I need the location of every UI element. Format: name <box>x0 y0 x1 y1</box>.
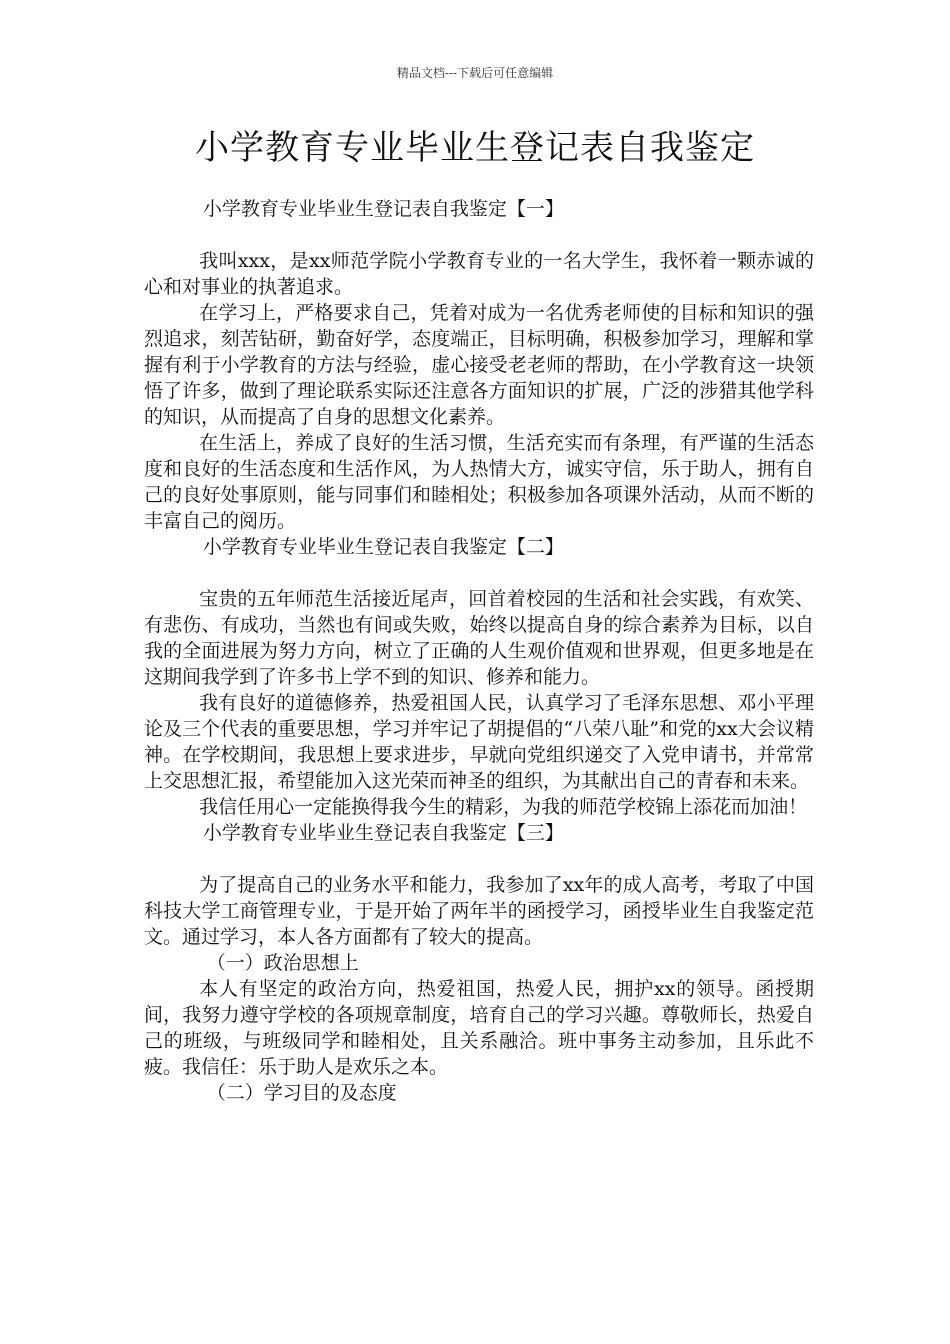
section-2-paragraph-2: 我有良好的道德修养，热爱祖国人民，认真学习了毛泽东思想、邓小平理论及三个代表的重要思想，学习并牢记了胡提倡的“八荣八耻”和党的xx大会议精神。在学校期间，我思想上要求进步，早就向党组织递交了入党申请书，并常常上交思想汇报，希望能加入这光荣而神圣的组织，为其献出自己的青春和未来。 <box>144 692 814 792</box>
document-body <box>144 196 814 1106</box>
section-3-heading: 小学教育专业毕业生登记表自我鉴定【三】 <box>202 822 564 844</box>
section-1-heading: 小学教育专业毕业生登记表自我鉴定【一】 <box>202 198 564 220</box>
document-title: 小学教育专业毕业生登记表自我鉴定 <box>195 128 755 168</box>
section-2-paragraph-1: 宝贵的五年师范生活接近尾声，回首着校园的生活和社会实践，有欢笑、有悲伤、有成功，当然也有间或失败，始终以提高自身的综合素养为目标，以自我的全面进展为努力方向，树立了正确的人生观价值观和世界观，但更多地是在这期间我学到了许多书上学不到的知识、修养和能力。 <box>144 588 814 688</box>
header-note: 精品文档---下载后可任意编辑 <box>396 66 554 80</box>
section-3-subheading-1: （一）政治思想上 <box>206 952 359 974</box>
section-3-subheading-2: （二）学习目的及态度 <box>206 1082 397 1104</box>
section-1-paragraph-1: 我叫xxx，是xx师范学院小学教育专业的一名大学生，我怀着一颗赤诚的心和对事业的执著追求。 <box>144 250 814 298</box>
section-3-paragraph-1: 为了提高自己的业务水平和能力，我参加了xx年的成人高考，考取了中国科技大学工商管理专业，于是开始了两年半的函授学习，函授毕业生自我鉴定范文。通过学习，本人各方面都有了较大的提高。 <box>144 874 814 948</box>
section-2-paragraph-3: 我信任用心一定能换得我今生的精彩，为我的师范学校锦上添花而加油！ <box>199 796 808 818</box>
section-2-heading: 小学教育专业毕业生登记表自我鉴定【二】 <box>202 536 564 558</box>
section-1-paragraph-2: 在学习上，严格要求自己，凭着对成为一名优秀老师使的目标和知识的强烈追求，刻苦钻研，勤奋好学，态度端正，目标明确，积极参加学习，理解和掌握有利于小学教育的方法与经验，虚心接受老老师的帮助，在小学教育这一块领悟了许多，做到了理论联系实际还注意各方面知识的扩展，广泛的涉猎其他学科的知识，从而提高了自身的思想文化素养。 <box>144 302 814 428</box>
section-1-paragraph-3: 在生活上，养成了良好的生活习惯，生活充实而有条理，有严谨的生活态度和良好的生活态度和生活作风，为人热情大方，诚实守信，乐于助人，拥有自己的良好处事原则，能与同事们和睦相处；积极参加各项课外活动，从而不断的丰富自己的阅历。 <box>144 432 814 532</box>
section-3-paragraph-2: 本人有坚定的政治方向，热爱祖国，热爱人民，拥护xx的领导。函授期间，我努力遵守学校的各项规章制度，培育自己的学习兴趣。尊敬师长，热爱自己的班级，与班级同学和睦相处，且关系融洽。班中事务主动参加，且乐此不疲。我信任：乐于助人是欢乐之本。 <box>144 978 814 1078</box>
